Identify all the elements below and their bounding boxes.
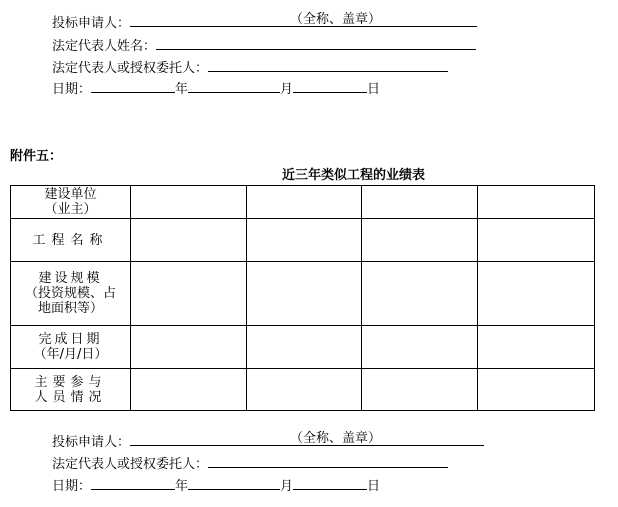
table-row: [11, 369, 595, 411]
header-line: 工程名称: [32, 232, 109, 248]
legal-rep-or-agent-blank[interactable]: [208, 455, 448, 468]
day-label: 日: [367, 479, 381, 494]
table-cell[interactable]: [362, 326, 478, 369]
header-line: （业主）: [44, 202, 97, 217]
table-row: [11, 326, 595, 369]
attachment-label: 附件五：: [10, 149, 63, 164]
table-cell[interactable]: [478, 262, 595, 326]
row-header-construction-scale: [11, 262, 131, 326]
performance-table: [10, 185, 595, 411]
table-row: [11, 186, 595, 219]
top-applicant-line: [52, 14, 477, 30]
month-blank[interactable]: [188, 80, 280, 93]
legal-rep-or-agent-blank[interactable]: [208, 59, 448, 72]
year-blank[interactable]: [91, 477, 175, 490]
date-label: 日期：: [52, 82, 92, 97]
header-line: 建设单位: [44, 187, 97, 202]
applicant-note: （全称、盖章）: [290, 12, 382, 27]
month-label: 月: [280, 82, 294, 97]
header-line: （年/月/日）: [33, 347, 108, 362]
header-line: 人员情况: [34, 389, 107, 405]
table-cell[interactable]: [478, 219, 595, 262]
header-line: 完成日期: [38, 332, 103, 347]
table-title: 近三年类似工程的业绩表: [282, 168, 426, 183]
table-cell[interactable]: [362, 369, 478, 411]
table-cell[interactable]: [247, 262, 362, 326]
header-line: 主要参与: [34, 374, 107, 390]
applicant-blank[interactable]: [130, 14, 477, 27]
table-cell[interactable]: [478, 369, 595, 411]
applicant-label: 投标申请人：: [52, 16, 131, 31]
header-line: （投资规模、占: [24, 286, 116, 301]
header-line: 地面积等）: [37, 301, 103, 316]
applicant-label: 投标申请人：: [52, 435, 131, 450]
top-legal-rep-or-agent-line: [52, 59, 448, 75]
table-cell[interactable]: [362, 219, 478, 262]
date-label: 日期：: [52, 479, 92, 494]
row-header-project-name: [11, 219, 131, 262]
table-row: [11, 219, 595, 262]
table-cell[interactable]: [247, 369, 362, 411]
top-date-line: [52, 80, 380, 96]
month-label: 月: [280, 479, 294, 494]
row-header-completion-date: [11, 326, 131, 369]
table-cell[interactable]: [131, 262, 247, 326]
row-header-key-personnel: [11, 369, 131, 411]
table-cell[interactable]: [247, 326, 362, 369]
year-label: 年: [175, 82, 189, 97]
table-cell[interactable]: [131, 219, 247, 262]
table-row: [11, 262, 595, 326]
bottom-date-line: [52, 477, 380, 493]
header-line: 建设规模: [38, 271, 103, 286]
day-blank[interactable]: [293, 80, 367, 93]
row-header-construction-unit: [11, 186, 131, 219]
legal-rep-name-label: 法定代表人姓名：: [52, 39, 157, 54]
table-cell[interactable]: [362, 262, 478, 326]
legal-rep-name-blank[interactable]: [156, 37, 476, 50]
day-blank[interactable]: [293, 477, 367, 490]
top-legal-rep-name-line: [52, 37, 476, 53]
legal-rep-or-agent-label: 法定代表人或授权委托人：: [52, 457, 209, 472]
table-cell[interactable]: [247, 186, 362, 219]
year-label: 年: [175, 479, 189, 494]
table-cell[interactable]: [131, 186, 247, 219]
bottom-legal-rep-or-agent-line: [52, 455, 448, 471]
table-cell[interactable]: [131, 369, 247, 411]
table-cell[interactable]: [478, 186, 595, 219]
year-blank[interactable]: [91, 80, 175, 93]
legal-rep-or-agent-label: 法定代表人或授权委托人：: [52, 61, 209, 76]
day-label: 日: [367, 82, 381, 97]
month-blank[interactable]: [188, 477, 280, 490]
table-cell[interactable]: [131, 326, 247, 369]
bottom-applicant-line: [52, 433, 484, 449]
table-cell[interactable]: [247, 219, 362, 262]
applicant-blank[interactable]: [130, 433, 484, 446]
table-cell[interactable]: [362, 186, 478, 219]
applicant-note: （全称、盖章）: [290, 431, 382, 446]
table-cell[interactable]: [478, 326, 595, 369]
